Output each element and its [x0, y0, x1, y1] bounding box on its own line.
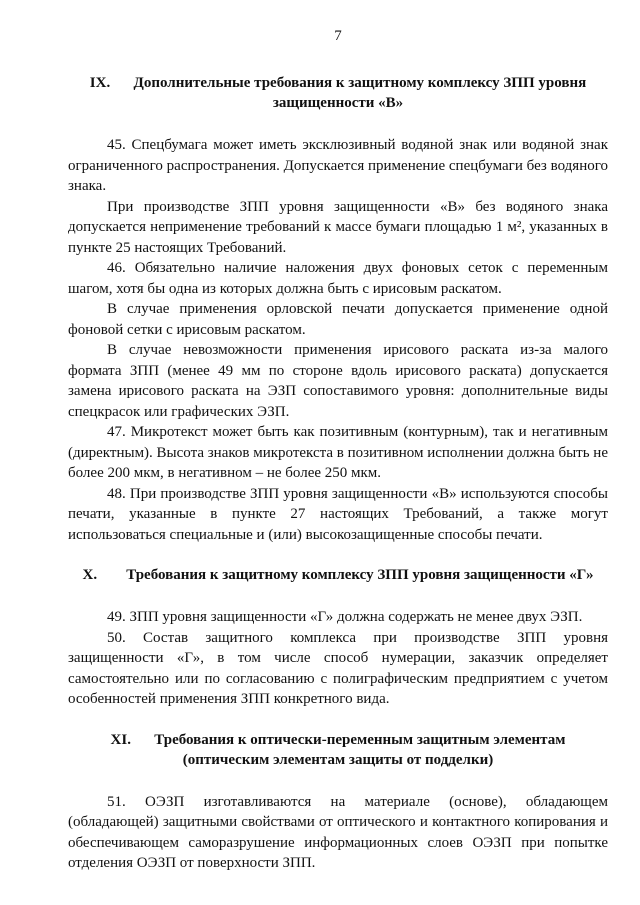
section-title-line1: Дополнительные требования к защитному комплексу ЗПП уровня — [133, 75, 587, 91]
section-number: X. — [82, 567, 98, 583]
paragraph: 46. Обязательно наличие наложения двух фоновых сеток с переменным шагом, хотя бы одна из которых должна быть с ирисовым раскатом. — [68, 260, 608, 297]
section-title-line1: Требования к оптически-переменным защитным элементам — [154, 731, 566, 748]
paragraph: В случае невозможности применения ирисового раската из-за малого формата ЗПП (менее 49 мм по стороне вдоль ирисового раската) допускается замена ирисового раската на ЭЗП сопоставимого уровня: дополнительные виды спецкрасок или графических ЭЗП. — [68, 342, 608, 420]
section-xi — [68, 730, 608, 874]
section-heading — [68, 73, 608, 93]
paragraph: 51. ОЭЗП изготавливаются на материале (основе), обладающем (обладающей) защитными свойствами от оптического и контактного копирования и обеспечивающем саморазрушение информационных слоев ОЭЗП при попытке отделения ОЭЗП от поверхности ЗПП. — [68, 793, 608, 871]
section-number: IX. — [89, 75, 111, 91]
paragraph: 47. Микротекст может быть как позитивным (контурным), так и негативным (директным). Высота знаков микротекста в позитивном исполнении должна быть не более 200 мкм, в негативном – не более 250 мкм. — [68, 424, 608, 481]
paragraph: При производстве ЗПП уровня защищенности «В» без водяного знака допускается неприменение требований к массе бумаги площадью 1 м², указанных в пункте 25 настоящих Требований. — [68, 198, 608, 256]
page-number: 7 — [334, 28, 342, 44]
section-title-line2: (оптическим элементам защиты от подделки) — [182, 751, 494, 768]
paragraph: 45. Спецбумага может иметь эксклюзивный водяной знак или водяной знак ограниченного распространения. Допускается применение спецбумаги без водяного знака. — [68, 137, 608, 194]
section-title-line1: Требования к защитному комплексу ЗПП уровня защищенности «Г» — [126, 567, 594, 583]
paragraph: 48. При производстве ЗПП уровня защищенности «В» используются способы печати, указанные в пункте 27 настоящих Требований, а также могут использоваться специальные и (или) высокозащищенные способы печати. — [68, 485, 608, 543]
paragraph: 49. ЗПП уровня защищенности «Г» должна содержать не менее двух ЭЗП. — [107, 609, 583, 625]
section-title-line2: защищенности «В» — [272, 95, 404, 111]
section-heading — [68, 730, 608, 750]
section-x — [68, 565, 608, 710]
document-page — [68, 28, 608, 874]
paragraph: В случае применения орловской печати допускается применение одной фоновой сетки с ирисовым раскатом. — [68, 301, 608, 338]
paragraph: 50. Состав защитного комплекса при производстве ЗПП уровня защищенности «Г», в том числе способ нумерации, заказчик определяет самостоятельно или по согласованию с полиграфическим предприятием с учетом особенностей применения ЗПП конкретного вида. — [68, 629, 608, 707]
section-heading — [68, 565, 608, 585]
section-number: XI. — [110, 731, 131, 748]
section-ix — [68, 73, 608, 545]
